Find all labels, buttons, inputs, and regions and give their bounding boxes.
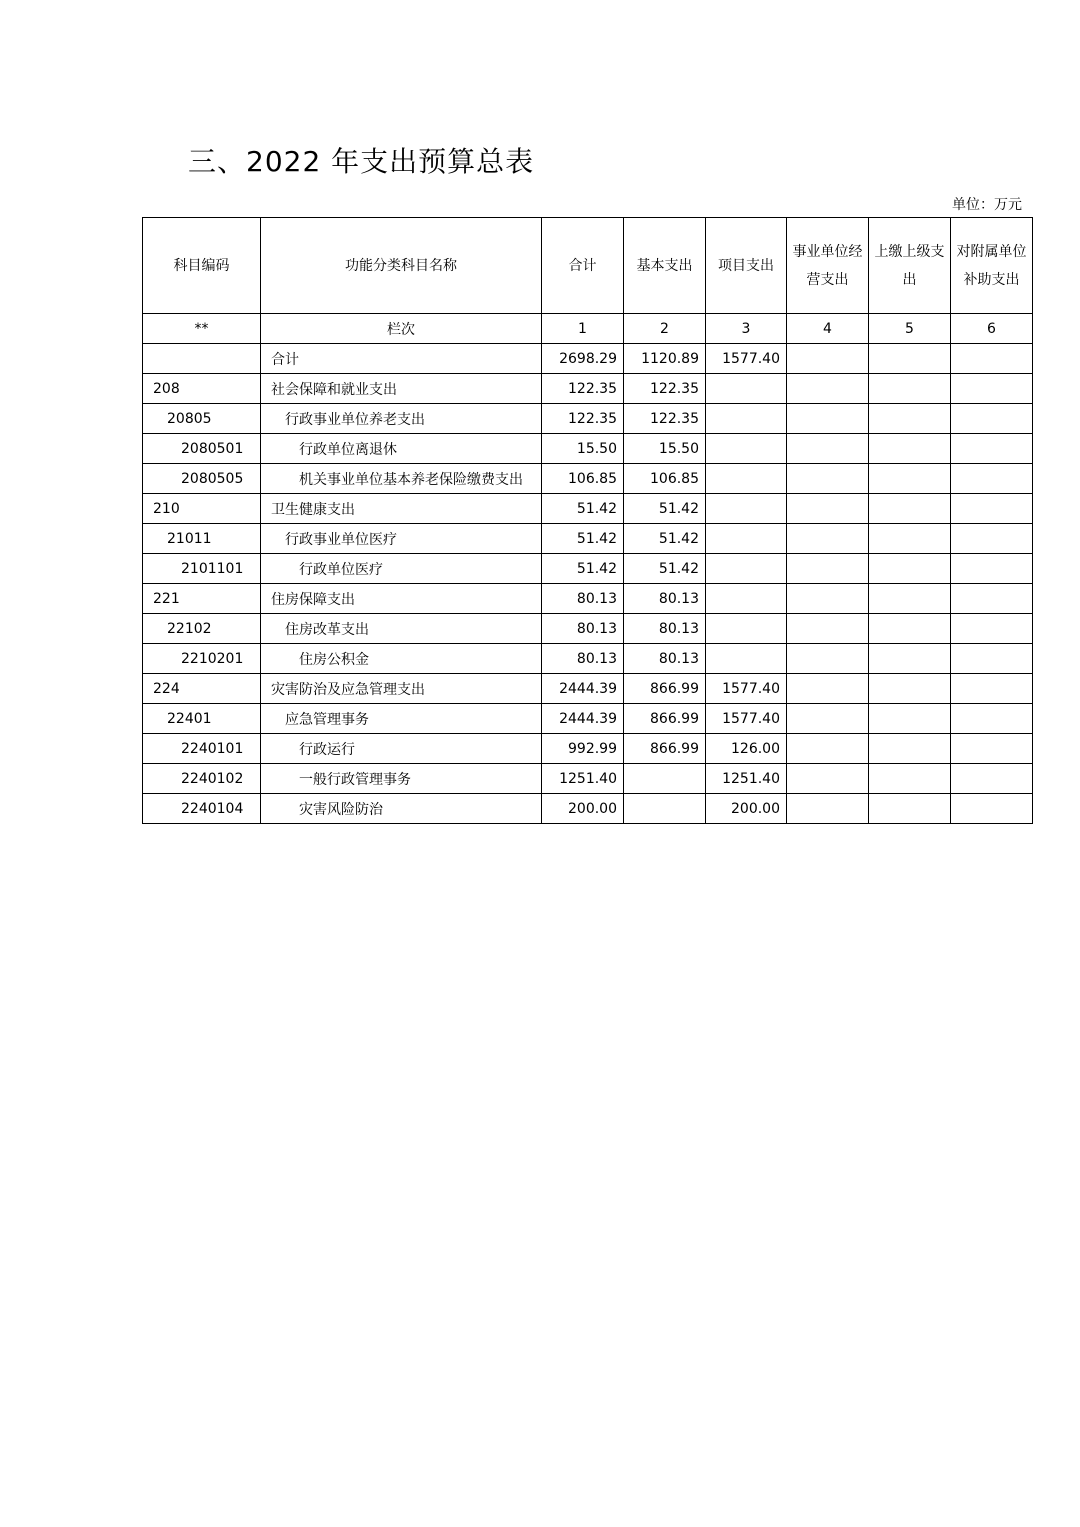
row-total: 1251.40 bbox=[542, 764, 624, 794]
row-total: 80.13 bbox=[542, 614, 624, 644]
table-row bbox=[143, 434, 1033, 464]
row-upper bbox=[869, 344, 951, 374]
row-name: 灾害防治及应急管理支出 bbox=[261, 674, 542, 704]
row-subsidy bbox=[951, 674, 1033, 704]
row-subsidy bbox=[951, 554, 1033, 584]
table-row bbox=[143, 374, 1033, 404]
row-subsidy bbox=[951, 434, 1033, 464]
row-total: 122.35 bbox=[542, 404, 624, 434]
row-name: 住房改革支出 bbox=[261, 614, 542, 644]
row-basic: 80.13 bbox=[624, 584, 706, 614]
unit-label: 单位：万元 bbox=[952, 197, 1022, 213]
row-project bbox=[706, 614, 787, 644]
row-code: 2240101 bbox=[143, 734, 261, 764]
row-upper bbox=[869, 764, 951, 794]
row-business bbox=[787, 704, 869, 734]
row-upper bbox=[869, 464, 951, 494]
row-project: 1577.40 bbox=[706, 674, 787, 704]
row-upper bbox=[869, 524, 951, 554]
table-row bbox=[143, 584, 1033, 614]
row-subsidy bbox=[951, 374, 1033, 404]
colnum-4: 4 bbox=[787, 314, 869, 344]
row-name: 一般行政管理事务 bbox=[261, 764, 542, 794]
row-code: 21011 bbox=[143, 524, 261, 554]
row-subsidy bbox=[951, 494, 1033, 524]
row-code: 22102 bbox=[143, 614, 261, 644]
row-basic: 866.99 bbox=[624, 704, 706, 734]
row-name: 行政事业单位医疗 bbox=[261, 524, 542, 554]
row-code: 20805 bbox=[143, 404, 261, 434]
row-basic: 51.42 bbox=[624, 494, 706, 524]
row-business bbox=[787, 644, 869, 674]
row-basic: 866.99 bbox=[624, 674, 706, 704]
row-upper bbox=[869, 434, 951, 464]
column-number-row bbox=[143, 314, 1033, 344]
colnum-code: ** bbox=[143, 314, 261, 344]
table-row bbox=[143, 404, 1033, 434]
table-row bbox=[143, 494, 1033, 524]
row-code: 208 bbox=[143, 374, 261, 404]
row-upper bbox=[869, 494, 951, 524]
table-row bbox=[143, 764, 1033, 794]
row-business bbox=[787, 764, 869, 794]
row-business bbox=[787, 524, 869, 554]
row-project bbox=[706, 434, 787, 464]
colnum-1: 1 bbox=[542, 314, 624, 344]
header-total: 合计 bbox=[542, 218, 624, 314]
colnum-2: 2 bbox=[624, 314, 706, 344]
row-business bbox=[787, 794, 869, 824]
row-basic: 51.42 bbox=[624, 524, 706, 554]
row-name: 行政事业单位养老支出 bbox=[261, 404, 542, 434]
row-name: 卫生健康支出 bbox=[261, 494, 542, 524]
colnum-name: 栏次 bbox=[261, 314, 542, 344]
row-upper bbox=[869, 734, 951, 764]
table-row bbox=[143, 524, 1033, 554]
row-code: 2240104 bbox=[143, 794, 261, 824]
colnum-6: 6 bbox=[951, 314, 1033, 344]
table-row bbox=[143, 554, 1033, 584]
row-name: 灾害风险防治 bbox=[261, 794, 542, 824]
row-name: 社会保障和就业支出 bbox=[261, 374, 542, 404]
row-code: 2080505 bbox=[143, 464, 261, 494]
row-subsidy bbox=[951, 524, 1033, 554]
row-code: 2101101 bbox=[143, 554, 261, 584]
row-subsidy bbox=[951, 644, 1033, 674]
row-upper bbox=[869, 584, 951, 614]
row-project bbox=[706, 644, 787, 674]
row-name: 行政单位医疗 bbox=[261, 554, 542, 584]
table-row bbox=[143, 344, 1033, 374]
row-project bbox=[706, 404, 787, 434]
row-basic: 80.13 bbox=[624, 644, 706, 674]
header-subsidy: 对附属单位补助支出 bbox=[951, 218, 1033, 314]
row-name: 应急管理事务 bbox=[261, 704, 542, 734]
row-total: 2444.39 bbox=[542, 674, 624, 704]
row-project bbox=[706, 494, 787, 524]
row-name: 住房保障支出 bbox=[261, 584, 542, 614]
row-project: 126.00 bbox=[706, 734, 787, 764]
row-name: 行政运行 bbox=[261, 734, 542, 764]
row-total: 992.99 bbox=[542, 734, 624, 764]
row-code: 221 bbox=[143, 584, 261, 614]
header-basic: 基本支出 bbox=[624, 218, 706, 314]
row-subsidy bbox=[951, 344, 1033, 374]
row-project bbox=[706, 374, 787, 404]
row-basic: 122.35 bbox=[624, 404, 706, 434]
row-name: 合计 bbox=[261, 344, 542, 374]
row-basic: 80.13 bbox=[624, 614, 706, 644]
row-total: 2698.29 bbox=[542, 344, 624, 374]
row-code: 224 bbox=[143, 674, 261, 704]
row-upper bbox=[869, 554, 951, 584]
row-upper bbox=[869, 374, 951, 404]
row-business bbox=[787, 584, 869, 614]
budget-table bbox=[142, 217, 1033, 824]
row-business bbox=[787, 614, 869, 644]
row-business bbox=[787, 734, 869, 764]
row-upper bbox=[869, 614, 951, 644]
row-total: 15.50 bbox=[542, 434, 624, 464]
row-name: 住房公积金 bbox=[261, 644, 542, 674]
row-subsidy bbox=[951, 464, 1033, 494]
row-upper bbox=[869, 704, 951, 734]
row-name: 机关事业单位基本养老保险缴费支出 bbox=[261, 464, 542, 494]
row-basic: 866.99 bbox=[624, 734, 706, 764]
row-total: 51.42 bbox=[542, 524, 624, 554]
row-code: 2080501 bbox=[143, 434, 261, 464]
row-subsidy bbox=[951, 614, 1033, 644]
row-total: 2444.39 bbox=[542, 704, 624, 734]
table-row bbox=[143, 674, 1033, 704]
table-row bbox=[143, 614, 1033, 644]
table-row bbox=[143, 644, 1033, 674]
row-basic: 106.85 bbox=[624, 464, 706, 494]
row-code bbox=[143, 344, 261, 374]
row-project bbox=[706, 464, 787, 494]
table-row bbox=[143, 704, 1033, 734]
row-code: 2210201 bbox=[143, 644, 261, 674]
row-business bbox=[787, 674, 869, 704]
row-total: 106.85 bbox=[542, 464, 624, 494]
row-business bbox=[787, 554, 869, 584]
row-business bbox=[787, 344, 869, 374]
row-code: 2240102 bbox=[143, 764, 261, 794]
page-title: 三、2022 年支出预算总表 bbox=[188, 145, 535, 178]
row-basic bbox=[624, 794, 706, 824]
row-project bbox=[706, 554, 787, 584]
row-subsidy bbox=[951, 794, 1033, 824]
row-business bbox=[787, 374, 869, 404]
row-code: 210 bbox=[143, 494, 261, 524]
row-code: 22401 bbox=[143, 704, 261, 734]
header-upper: 上缴上级支出 bbox=[869, 218, 951, 314]
row-business bbox=[787, 464, 869, 494]
table-row bbox=[143, 794, 1033, 824]
row-business bbox=[787, 404, 869, 434]
row-project bbox=[706, 524, 787, 554]
row-project: 200.00 bbox=[706, 794, 787, 824]
row-upper bbox=[869, 404, 951, 434]
row-project: 1577.40 bbox=[706, 344, 787, 374]
row-project: 1251.40 bbox=[706, 764, 787, 794]
colnum-3: 3 bbox=[706, 314, 787, 344]
row-upper bbox=[869, 644, 951, 674]
table-row bbox=[143, 464, 1033, 494]
row-total: 51.42 bbox=[542, 494, 624, 524]
row-basic: 1120.89 bbox=[624, 344, 706, 374]
row-name: 行政单位离退休 bbox=[261, 434, 542, 464]
row-basic: 15.50 bbox=[624, 434, 706, 464]
row-total: 80.13 bbox=[542, 584, 624, 614]
row-subsidy bbox=[951, 734, 1033, 764]
row-project bbox=[706, 584, 787, 614]
colnum-5: 5 bbox=[869, 314, 951, 344]
header-code: 科目编码 bbox=[143, 218, 261, 314]
row-basic bbox=[624, 764, 706, 794]
row-subsidy bbox=[951, 584, 1033, 614]
row-subsidy bbox=[951, 704, 1033, 734]
row-total: 122.35 bbox=[542, 374, 624, 404]
header-project: 项目支出 bbox=[706, 218, 787, 314]
table-row bbox=[143, 734, 1033, 764]
row-total: 51.42 bbox=[542, 554, 624, 584]
row-total: 80.13 bbox=[542, 644, 624, 674]
row-subsidy bbox=[951, 764, 1033, 794]
header-name: 功能分类科目名称 bbox=[261, 218, 542, 314]
row-upper bbox=[869, 674, 951, 704]
row-business bbox=[787, 494, 869, 524]
row-basic: 51.42 bbox=[624, 554, 706, 584]
row-total: 200.00 bbox=[542, 794, 624, 824]
row-upper bbox=[869, 794, 951, 824]
row-business bbox=[787, 434, 869, 464]
table-header-row bbox=[143, 218, 1033, 314]
header-business: 事业单位经营支出 bbox=[787, 218, 869, 314]
row-project: 1577.40 bbox=[706, 704, 787, 734]
row-subsidy bbox=[951, 404, 1033, 434]
row-basic: 122.35 bbox=[624, 374, 706, 404]
